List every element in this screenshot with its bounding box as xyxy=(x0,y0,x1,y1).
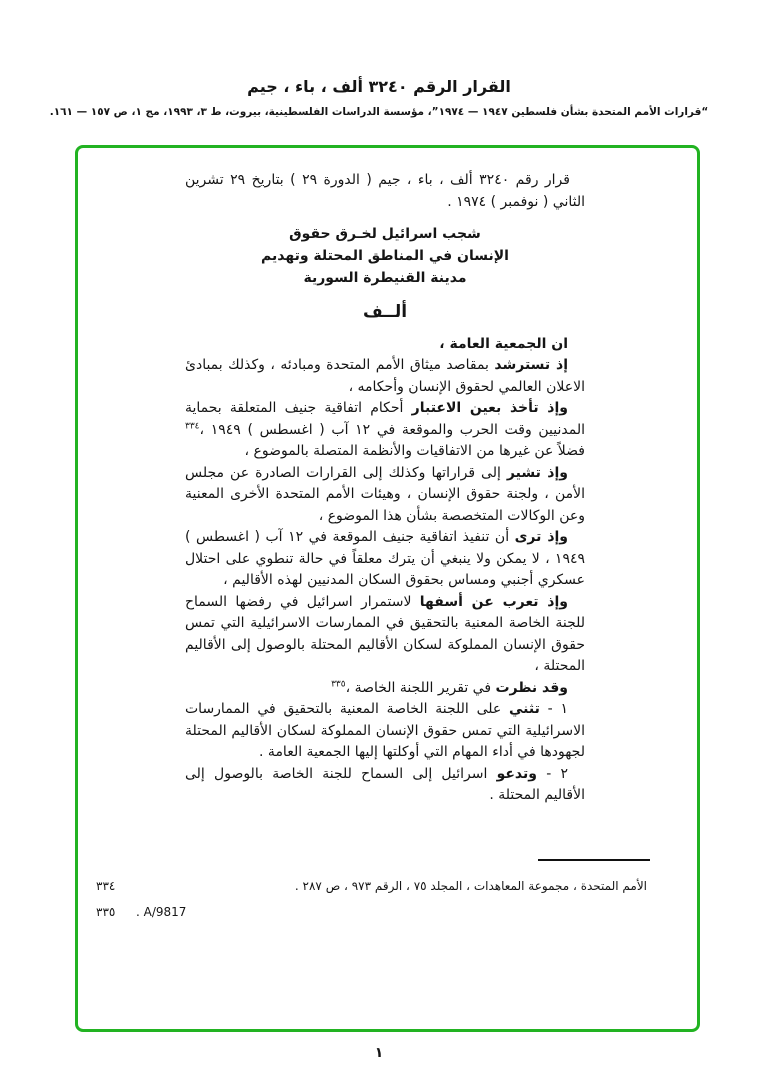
footnote-text: A/9817 . xyxy=(136,904,187,919)
footnote-separator xyxy=(538,859,650,861)
paragraph-text: فضلاً عن غيرها من الاتفاقيات والأنظمة المتصلة بالموضوع ، xyxy=(244,443,585,459)
footnote xyxy=(96,873,647,899)
subject-line: الإنسان في المناطق المحتلة وتهديم xyxy=(261,248,509,264)
footnote xyxy=(96,899,647,925)
resolution-subject xyxy=(185,223,585,289)
footnote-ref: ٣٣٥ xyxy=(331,678,346,689)
paragraph-text: أن تنفيذ اتفاقية جنيف الموقعة في ١٢ آب ( اغسطس ) ١٩٤٩ ، لا يمكن ولا ينبغي أن يترك معلقاً في حالة تنطوي على احتلال عسكري أجنبي ومساس بحقوق السكان المدنيين لهذه الأقاليم ، xyxy=(185,529,585,588)
footnote-number: ٣٣٤ xyxy=(96,878,116,893)
footnote-text: الأمم المتحدة ، مجموعة المعاهدات ، المجلد ٧٥ ، الرقم ٩٧٣ ، ص ٢٨٧ . xyxy=(294,878,647,893)
highlight-box xyxy=(75,145,700,1032)
paragraph-text: اسرائيل إلى السماح للجنة الخاصة بالوصول إلى الأقاليم المحتلة . xyxy=(185,765,585,803)
body-paragraph xyxy=(185,334,585,356)
paragraph-lead: ان الجمعية العامة ، xyxy=(439,335,568,352)
body-paragraph xyxy=(185,398,585,463)
subject-line: شجب اسرائيل لخـرق حقوق xyxy=(289,226,481,242)
footnote-number: ٣٣٥ xyxy=(96,904,116,919)
paragraph-lead: تثني xyxy=(509,701,540,717)
page-title: القرار الرقم ٣٢٤٠ ألف ، باء ، جيم xyxy=(247,77,511,96)
source-citation: “قرارات الأمم المتحدة بشأن فلسطين ١٩٤٧ — ١٩٧٤”، مؤسسة الدراسات الفلسطينية، بيروت، ط ٣، ١٩٩٣، مج ١، ص ١٥٧ — ١٦١. xyxy=(49,106,709,118)
subject-line: مدينة القنيطرة السورية xyxy=(303,270,467,286)
footnotes xyxy=(78,871,697,925)
paragraph-lead: وإذ تشير xyxy=(506,464,568,481)
resolution-body xyxy=(78,148,697,807)
paragraph-lead: وإذ تعرب عن أسفها xyxy=(419,593,568,610)
footnote-ref: ٣٣٤ xyxy=(185,420,200,431)
paragraph-lead: وقد نظرت xyxy=(495,679,568,696)
paragraph-text: لاستمرار اسرائيل في رفضها السماح للجنة الخاصة المعنية بالتحقيق في الممارسات الاسرائيلية التي تمس حقوق الإنسان المملوكة لسكان الأقاليم المحتلة بالوصول إلى الأقاليم المحتلة ، xyxy=(185,593,585,674)
paragraph-lead: وتدعو xyxy=(496,765,537,782)
paragraph-text: أحكام اتفاقية جنيف المتعلقة بحماية المدنيين وقت الحرب والموقعة في ١٢ آب ( اغسطس ) ١٩٤٩ ، xyxy=(185,400,585,438)
section-heading: ألــف xyxy=(362,302,408,322)
paragraph-text: بمقاصد ميثاق الأمم المتحدة ومبادئه ، وكذلك بمبادئ الاعلان العالمي لحقوق الإنسان وأحكامه ، xyxy=(185,357,585,395)
paragraph-text: في تقرير اللجنة الخاصة ، xyxy=(345,679,496,696)
body-paragraph xyxy=(185,592,585,678)
body-paragraph xyxy=(185,764,585,807)
body-paragraph xyxy=(185,699,585,764)
paragraph-lead: وإذ تأخذ بعين الاعتبار xyxy=(411,400,568,416)
body-paragraph xyxy=(185,355,585,398)
document-header xyxy=(0,0,758,119)
resolution-intro: قرار رقم ٣٢٤٠ ألف ، باء ، جيم ( الدورة ٢٩ ) بتاريخ ٢٩ تشرين الثاني ( نوفمبر ) ١٩٧٤ . xyxy=(185,172,585,210)
paragraph-lead: وإذ ترى xyxy=(514,529,569,545)
paragraph-text: على اللجنة الخاصة المعنية بالتحقيق في الممارسات الاسرائيلية التي تمس حقوق الإنسان المملوكة لسكان الأقاليم المحتلة لجهودها في أداء المهام التي أوكلتها إليها الجمعية العامة . xyxy=(185,701,585,760)
paragraph-number: ٢ - xyxy=(536,765,568,782)
paragraph-text: إلى قراراتها وكذلك إلى القرارات الصادرة عن مجلس الأمن ، ولجنة حقوق الإنسان ، وهيئات الأمم المتحدة الأخرى المعنية وعن الوكالات المتخصصة بشأن هذا الموضوع ، xyxy=(185,464,585,524)
paragraph-lead: إذ تسترشد xyxy=(494,357,568,373)
page-number: ١ xyxy=(374,1045,384,1061)
body-paragraph xyxy=(185,527,585,592)
paragraph-number: ١ - xyxy=(539,701,569,717)
body-paragraph xyxy=(185,678,585,700)
body-paragraph xyxy=(185,463,585,528)
